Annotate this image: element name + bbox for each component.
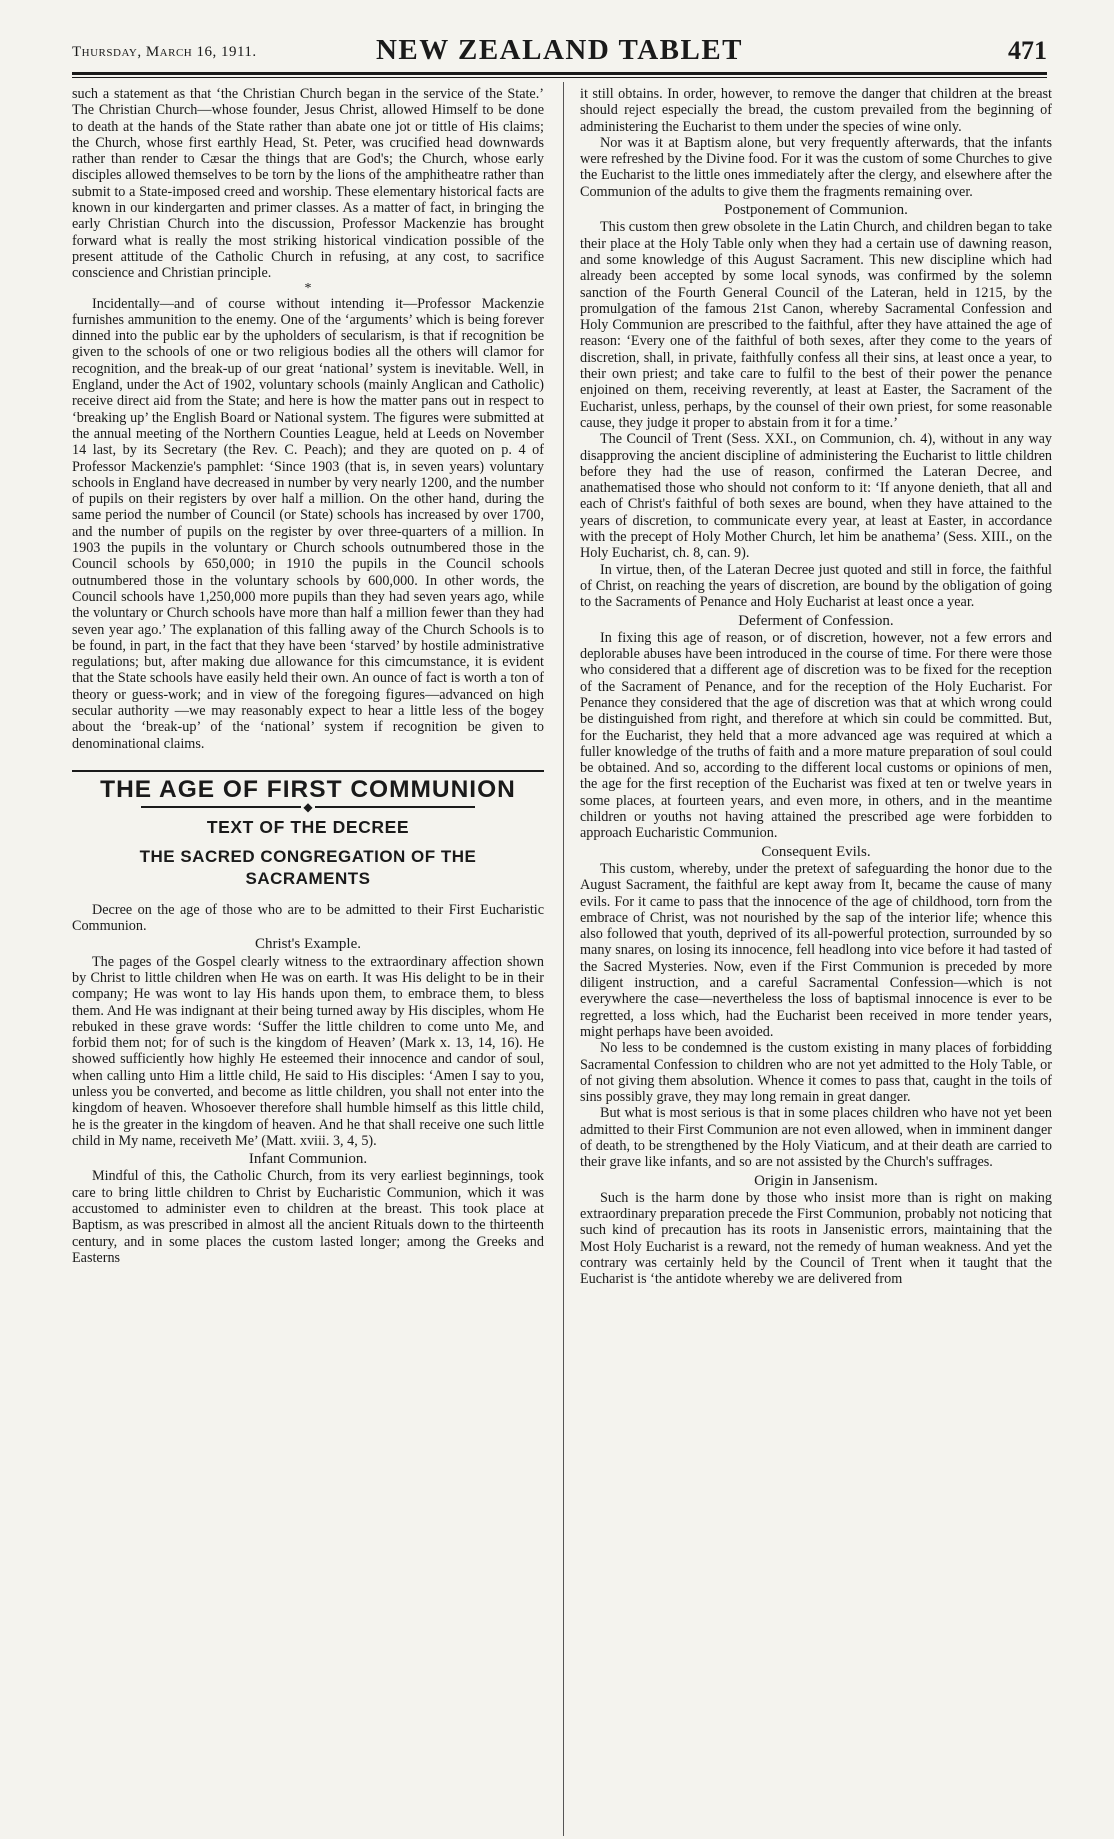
article-subheadline: TEXT OF THE DECREE [206,817,410,838]
column-divider [563,82,564,1836]
paragraph: Incidentally—and of course without intending it—Professor Mackenzie furnishes ammunition to the enemy. One of the ‘arguments’ which is being forever dinned into the public ear by the upholders of secularism, is that if recognition be given to the schools of one or two religious bodies all the others will clamor for recognition, and the break-up of our great ‘national’ system is inevitable. Well, in England, under the Act of 1902, voluntary schools (mainly Anglican and Catholic) receive direct aid from the State; and here is how the matter pans out in respect to ‘breaking up’ the English Board or National system. The figures were submitted at the annual meeting of the Northern Counties League, held at Leeds on November 14 last, by its Secretary (the Rev. C. Peach); and they are quoted on p. 4 of Professor Mackenzie's pamphlet: ‘Since 1903 (that is, in seven years) voluntary schools in England have decreased in number by very nearly 1200, and the number of pupils on their registers by over half a million. On the other hand, during the same period the number of Council (or State) schools has increased by over 1700, and the number of pupils on the register by over three-quarters of a million. In 1903 the pupils in the voluntary or Church schools outnumbered those in the Council schools by 650,000; in 1910 the pupils in the Council schools outnumbered those in the voluntary schools by 600,000. In other words, the Council schools have 1,250,000 more pupils than they had seven years ago, while the voluntary or Church schools have more than half a million fewer than they had seven year ago.’ The explanation of this falling away of the Church Schools is to be found, in part, in the fact that they have been ‘starved’ by hostile administrative regulations; but, after making due allowance for this cimcumstance, it is evident that the State schools have easily held their own. An ounce of fact is worth a ton of theory or guess-work; and in view of the foregoing figures—advanced on high secular authority —we may reasonably expect to hear a little less of the bogey about the ‘break-up’ of the ‘national’ system if recognition be given to denominational claims. [72,295,544,752]
section-star-divider: * [304,280,312,296]
section-subhead: Infant Communion. [248,1151,368,1168]
paragraph: it still obtains. In order, however, to remove the danger that children at the breast should reject especially the bread, the custom prevailed from the beginning of administering the Eucharist to them under the species of wine only. [580,86,1052,135]
right-column [580,86,1052,1836]
left-column [72,86,544,1836]
diamond-icon: ◆ [303,800,313,815]
paragraph: In virtue, then, of the Lateran Decree just quoted and still in force, the faithful of Christ, on reaching the years of discretion, are bound by the obligation of going to the Sacraments of Penance and Holy Eucharist at least once a year. [580,561,1052,611]
paragraph: Decree on the age of those who are to be admitted to their First Eucharistic Communion. [72,901,544,935]
paragraph: such a statement as that ‘the Christian Church began in the service of the State.’ The Christian Church—whose founder, Jesus Christ, allowed Himself to be done to death at the hands of the State rather than abate one jot or tittle of His claims; the Church, whose first earthly Head, St. Peter, was crucified head downwards rather than render to Cæsar the things that are God's; the Church, whose early disciples allowed themselves to be torn by the lions of the amphitheatre rather than submit to a State-imposed creed and worship. These elementary historical facts are known in our kindergarten and primer classes. As a matter of fact, in bringing the early Christian Church into the discussion, Professor Mackenzie has brought forward what is really the most striking historical vindication possible of the present attitude of the Catholic Church in refusing, at any cost, to sacrifice conscience and Christian principle. [72,86,544,282]
section-subhead: Christ's Example. [254,936,362,953]
article-headline: THE AGE OF FIRST COMMUNION [72,770,544,798]
issue-date: Thursday, March 16, 1911. [72,44,257,60]
section-subhead: Consequent Evils. [761,843,871,860]
paragraph: But what is most serious is that in some places children who have not yet been admitted to their First Communion are not even allowed, when in imminent danger of death, to be strengthened by the Holy Viaticum, and at their death are carried to their grave like infants, and so are not assisted by the Church's suffrages. [580,1105,1052,1171]
paragraph: Mindful of this, the Catholic Church, from its very earliest beginnings, took care to bring little children to Christ by Eucharistic Communion, which it was accustomed to administer even to children at the breast. This took place at Baptism, as was prescribed in almost all the ancient Rituals down to the thirteenth century, and in some places the custom lasted longer; among the Greeks and Easterns [72,1168,544,1266]
paragraph: Such is the harm done by those who insist more than is right on making extraordinary preparation precede the First Communion, probably not noticing that such kind of precaution has its roots in Jansenistic errors, maintaining that the Most Holy Eucharist is a reward, not the remedy of human weakness. And yet the contrary was certainly held by the Council of Trent when it taught that the Eucharist is ‘the antidote whereby we are delivered from [580,1189,1052,1288]
paragraph: No less to be condemned is the custom existing in many places of forbidding Sacramental Confession to children who are not yet admitted to the Holy Table, or of not giving them absolution. Whence it comes to pass that, caught in the toils of sins possibly grave, they may long remain in great danger. [580,1040,1052,1106]
masthead-rule-thin [72,77,1047,78]
paragraph: This custom, whereby, under the pretext of safeguarding the honor due to the August Sacrament, the faithful are kept away from It, became the cause of many evils. For it came to pass that the innocence of the age of childhood, torn from the embrace of Christ, was not nourished by the sap of the interior life; whence this also followed that youth, deprived of its all-powerful protection, surrounded by so many snares, on losing its innocence, fell headlong into vice before it had tasted of the Sacred Mysteries. Now, even if the First Communion is preceded by more diligent instruction, and a careful Sacramental Confession—which is not everywhere the case—nevertheless the loss of baptismal innocence is ever to be regretted, a loss which, had the Eucharist been received in more tender years, might perhaps have been avoided. [580,860,1052,1040]
article-subheadline-congregation: THE SACRED CONGREGATION OF THE SACRAMENTS [139,846,477,888]
masthead-rule-thick [72,72,1047,75]
section-subhead: Postponement of Communion. [724,202,908,219]
section-subhead: Deferment of Confession. [738,612,894,629]
headline-ornament [72,800,544,813]
paragraph: Nor was it at Baptism alone, but very frequently afterwards, that the infants were refreshed by the Divine food. For it was the custom of some Churches to give the Eucharist to the little ones immediately after the clergy, and elsewhere after the Communion of the adults to give them the fragments remaining over. [580,134,1052,200]
newspaper-title: NEW ZEALAND TABLET [375,34,744,66]
page-number: 471 [1008,36,1047,65]
paragraph: The Council of Trent (Sess. XXI., on Communion, ch. 4), without in any way disapproving the ancient discipline of administering the Eucharist to little children before they had the use of reason, confirmed the Lateran Decree, and anathematised those who should not conform to it: ‘If anyone denieth, that all and each of Christ's faithful of both sexes are bound, when they have attained to the years of discretion, to communicate every year, at least at Easter, in accordance with the precept of Holy Mother Church, let him be anathema’ (Sess. XIII., on the Holy Eucharist, ch. 8, can. 9). [580,431,1052,562]
section-subhead: Origin in Jansenism. [754,1172,878,1189]
paragraph: This custom then grew obsolete in the Latin Church, and children began to take their place at the Holy Table only when they had a certain use of dawning reason, and some knowledge of this August Sacrament. This new discipline which had already been accepted by some local synods, was confirmed by the solemn sanction of the Fourth General Council of the Lateran, held in 1215, by the promulgation of the famous 21st Canon, whereby Sacramental Confession and Holy Communion are prescribed to the faithful, after they have attained the age of reason: ‘Every one of the faithful of both sexes, after they come to the years of discretion, shall, in private, faithfully confess all their sins, at least once a year, to their own priest; and take care to fulfil to the best of their power the penance enjoined on them, receiving reverently, at least at Easter, the Sacrament of the Eucharist, unless, perhaps, by the counsel of their own priest, for some reasonable cause, they judge it proper to abstain from it for a time.’ [580,219,1052,431]
paragraph: In fixing this age of reason, or of discretion, however, not a few errors and deplorable abuses have been introduced in the course of time. For there were those who considered that a different age of discretion was to be fixed for the reception of the Sacrament of Penance, and for the reception of the Holy Eucharist. For Penance they considered that the age of discretion was that at which wrong could be distinguished from right, and therefore at which sin could be committed. But, for the Eucharist, they held that a more advanced age was required at which a fuller knowledge of the truths of faith and a more mature preparation of soul could be obtained. And so, according to the different local customs or opinions of men, the age for the first reception of the Eucharist was fixed at ten or twelve years in some places, at fourteen years, and even more, in others, and in the meantime children or youths not having attained the prescribed age were forbidden to approach Eucharistic Communion. [580,629,1052,842]
paragraph: The pages of the Gospel clearly witness to the extraordinary affection shown by Christ to little children when He was on earth. It was His delight to be in their company; He was wont to lay His hands upon them, to embrace them, to bless them. And He was indignant at their being turned away by His disciples, whom He rebuked in these grave words: ‘Suffer the little children to come unto Me, and forbid them not; for of such is the kingdom of Heaven’ (Mark x. 13, 14, 16). He showed sufficiently how highly He esteemed their innocence and candor of soul, when calling unto Him a little child, He said to His disciples: ‘Amen I say to you, unless you be converted, and become as little children, you shall not enter into the kingdom of heaven. Whosoever therefore shall humble himself as this little child, he is the greater in the kingdom of heaven. And he that shall receive one such little child in My name, receiveth Me’ (Matt. xviii. 3, 4, 5). [72,953,544,1149]
masthead [72,30,1047,74]
